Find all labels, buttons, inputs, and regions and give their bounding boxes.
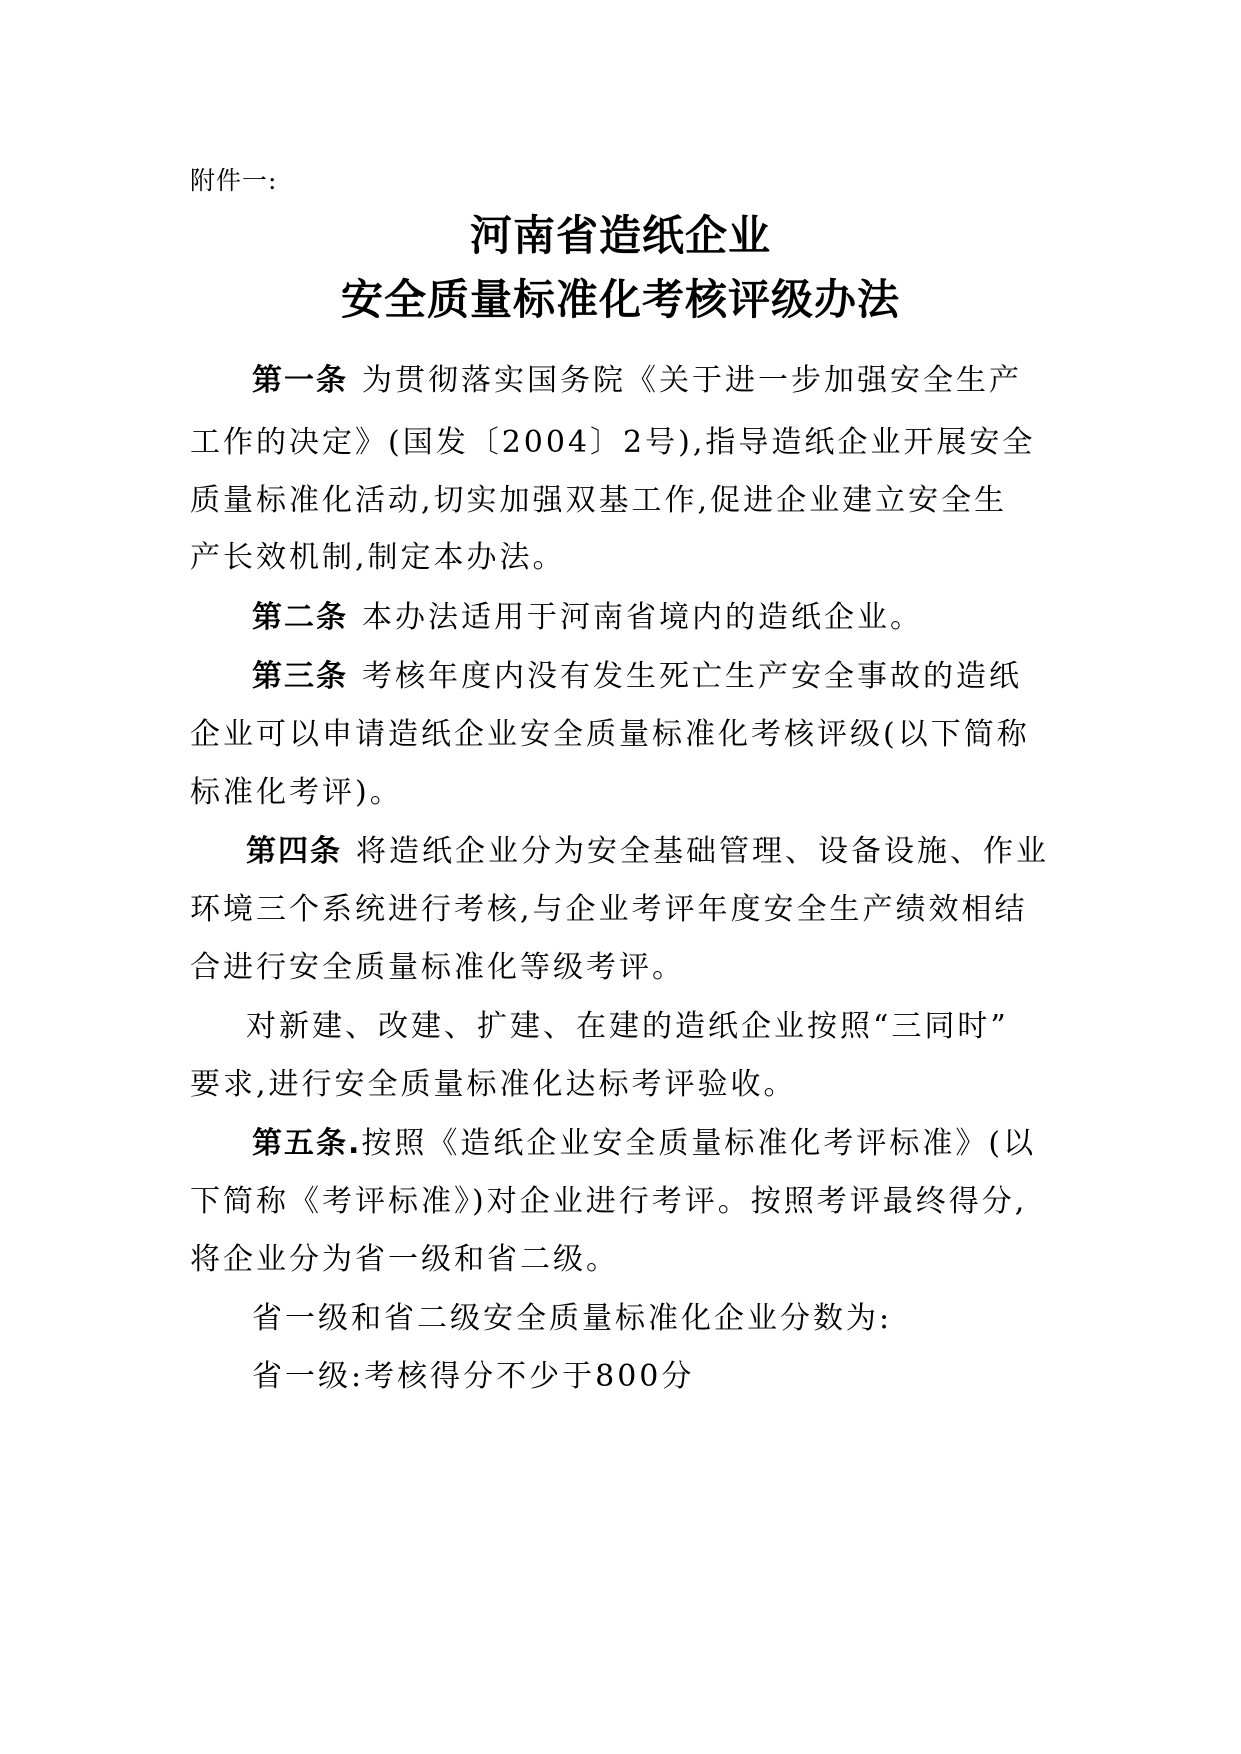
- article-5-line-1: [252, 1124, 1036, 1164]
- article-5-label: 第五条.: [252, 1126, 362, 1161]
- article-5-para-3: 省一级:考核得分不少于800分: [252, 1359, 695, 1394]
- article-5-para-2: 省一级和省二级安全质量标准化企业分数为:: [252, 1301, 893, 1336]
- article-2-text: 本办法适用于河南省境内的造纸企业。: [362, 600, 923, 635]
- article-4-line-3: 合进行安全质量标准化等级考评。: [190, 950, 685, 985]
- article-2-label: 第二条: [252, 600, 348, 635]
- article-5-line-2: 下简称《考评标准》)对企业进行考评。按照考评最终得分,: [190, 1184, 1028, 1219]
- document-title-line-1: 河南省造纸企业: [469, 211, 771, 260]
- article-1-line-1: [252, 361, 1022, 401]
- article-4-text: 将造纸企业分为安全基础管理、设备设施、作业: [356, 834, 1049, 869]
- article-2-line-1: [252, 598, 923, 638]
- article-4-para-2-line-1: 对新建、改建、扩建、在建的造纸企业按照“三同时”: [246, 1009, 1009, 1044]
- article-3-label: 第三条: [252, 659, 348, 694]
- article-5-text: 按照《造纸企业安全质量标准化考评标准》(以: [361, 1126, 1037, 1161]
- article-1-line-3: 质量标准化活动,切实加强双基工作,促进企业建立安全生: [190, 483, 1008, 518]
- article-4-para-2-line-2: 要求,进行安全质量标准化达标考评验收。: [190, 1067, 797, 1102]
- article-5-line-3: 将企业分为省一级和省二级。: [190, 1242, 619, 1277]
- article-4-line-2: 环境三个系统进行考核,与企业考评年度安全生产绩效相结: [190, 892, 1028, 927]
- article-1-label: 第一条: [252, 363, 348, 398]
- article-1-text: 为贯彻落实国务院《关于进一步加强安全生产: [362, 363, 1022, 398]
- article-4-line-1: [246, 832, 1049, 872]
- document-title-line-2: 安全质量标准化考核评级办法: [340, 275, 900, 324]
- attachment-label: 附件一:: [190, 166, 278, 195]
- article-1-line-4: 产长效机制,制定本办法。: [190, 540, 566, 575]
- article-4-label: 第四条: [246, 834, 342, 869]
- article-3-line-2: 企业可以申请造纸企业安全质量标准化考核评级(以下简称: [190, 717, 1030, 752]
- article-3-text: 考核年度内没有发生死亡生产安全事故的造纸: [362, 659, 1022, 694]
- article-1-line-2: 工作的决定》(国发〔2004〕2号),指导造纸企业开展安全: [190, 425, 1036, 460]
- article-3-line-3: 标准化考评)。: [190, 775, 403, 810]
- article-3-line-1: [252, 657, 1022, 697]
